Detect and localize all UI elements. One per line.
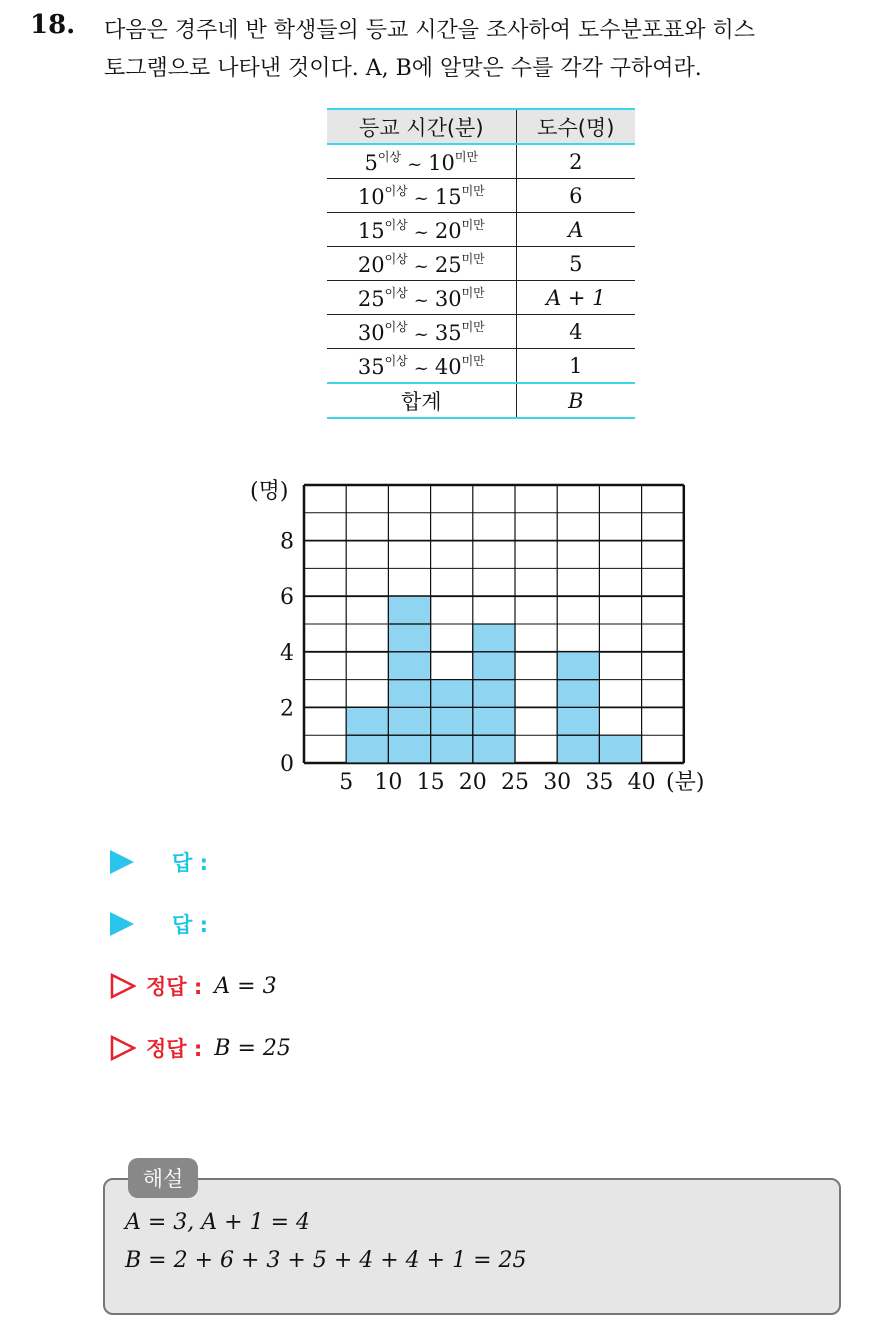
frequency-cell: 2 bbox=[516, 144, 635, 179]
tilde: ~ bbox=[413, 188, 429, 209]
interval-from: 30 bbox=[357, 321, 385, 345]
tilde: ~ bbox=[413, 358, 429, 379]
correct-answer-label: 정답 : bbox=[146, 975, 203, 999]
interval-to: 10 bbox=[428, 151, 455, 175]
class-interval bbox=[327, 179, 516, 213]
header-time: 등교 시간(분) bbox=[327, 109, 516, 144]
table-row bbox=[327, 247, 635, 281]
tilde: ~ bbox=[413, 324, 429, 345]
y-tick-label: 0 bbox=[280, 752, 294, 777]
header-frequency: 도수(명) bbox=[516, 109, 635, 144]
lower-suffix: 이상 bbox=[384, 252, 408, 266]
tilde: ~ bbox=[407, 154, 423, 175]
answer-row-1 bbox=[110, 842, 208, 882]
upper-suffix: 미만 bbox=[454, 150, 479, 164]
interval-to: 30 bbox=[434, 287, 462, 311]
x-tick-label: 30 bbox=[543, 770, 572, 795]
x-tick-label: 15 bbox=[416, 770, 445, 795]
interval-to: 35 bbox=[434, 321, 462, 345]
histogram-bars bbox=[346, 596, 641, 763]
upper-suffix: 미만 bbox=[461, 354, 485, 368]
frequency-cell: 5 bbox=[516, 247, 635, 281]
x-tick-label: 5 bbox=[339, 770, 354, 795]
tilde: ~ bbox=[413, 256, 429, 277]
triangle-outline-icon bbox=[110, 973, 136, 999]
interval-to: 40 bbox=[434, 355, 462, 379]
table-row bbox=[327, 281, 635, 315]
answer-label: 답 : bbox=[172, 913, 208, 937]
frequency-cell: 4 bbox=[516, 315, 635, 349]
class-interval bbox=[327, 281, 516, 315]
class-interval bbox=[327, 315, 516, 349]
correct-answer-row-2 bbox=[110, 1028, 291, 1068]
tilde: ~ bbox=[413, 222, 429, 243]
interval-from: 20 bbox=[357, 253, 385, 277]
lower-suffix: 이상 bbox=[384, 218, 408, 232]
interval-from: 15 bbox=[357, 219, 385, 243]
histogram-bar bbox=[473, 624, 515, 763]
triangle-play-icon bbox=[110, 912, 134, 936]
question-line-1: 다음은 경주네 반 학생들의 등교 시간을 조사하여 도수분포표와 히스 bbox=[104, 18, 756, 43]
histogram bbox=[230, 470, 730, 810]
lower-suffix: 이상 bbox=[377, 150, 402, 164]
class-interval bbox=[327, 349, 516, 384]
total-value: B bbox=[516, 383, 635, 418]
class-interval bbox=[327, 144, 516, 179]
frequency-cell: A + 1 bbox=[516, 281, 635, 315]
correct-answer-value: B = 25 bbox=[214, 1035, 291, 1061]
interval-to: 15 bbox=[434, 185, 462, 209]
table-row bbox=[327, 144, 635, 179]
table-header-row bbox=[327, 109, 635, 144]
histogram-bar bbox=[431, 680, 473, 763]
y-axis-label: (명) bbox=[250, 479, 289, 504]
interval-from: 25 bbox=[357, 287, 385, 311]
table-row bbox=[327, 179, 635, 213]
y-tick-label: 8 bbox=[280, 529, 294, 555]
lower-suffix: 이상 bbox=[384, 354, 408, 368]
interval-from: 5 bbox=[364, 151, 378, 175]
table-row bbox=[327, 315, 635, 349]
upper-suffix: 미만 bbox=[461, 184, 485, 198]
lower-suffix: 이상 bbox=[384, 286, 408, 300]
class-interval bbox=[327, 247, 516, 281]
interval-to: 25 bbox=[434, 253, 462, 277]
interval-from: 10 bbox=[357, 185, 385, 209]
explanation-box bbox=[103, 1178, 841, 1315]
tilde: ~ bbox=[413, 290, 429, 311]
triangle-play-icon bbox=[110, 850, 134, 874]
explanation-line-2: B = 2 + 6 + 3 + 5 + 4 + 4 + 1 = 25 bbox=[125, 1248, 527, 1273]
upper-suffix: 미만 bbox=[461, 252, 485, 266]
correct-answer-value: A = 3 bbox=[214, 973, 277, 999]
table-total-row bbox=[327, 383, 635, 418]
y-tick-label: 4 bbox=[280, 640, 294, 666]
table-row bbox=[327, 213, 635, 247]
frequency-cell: A bbox=[516, 213, 635, 247]
lower-suffix: 이상 bbox=[384, 320, 408, 334]
upper-suffix: 미만 bbox=[461, 320, 485, 334]
frequency-cell: 1 bbox=[516, 349, 635, 384]
x-axis-label: (분) bbox=[666, 770, 705, 795]
question-line-2: 토그램으로 나타낸 것이다. A, B에 알맞은 수를 각각 구하여라. bbox=[104, 56, 702, 81]
question-number: 18. bbox=[30, 10, 76, 40]
frequency-cell: 6 bbox=[516, 179, 635, 213]
x-tick-label: 25 bbox=[501, 770, 529, 795]
total-label: 합계 bbox=[327, 383, 516, 418]
histogram-bar bbox=[599, 735, 641, 763]
interval-from: 35 bbox=[357, 355, 385, 379]
upper-suffix: 미만 bbox=[461, 218, 485, 232]
correct-answer-label: 정답 : bbox=[146, 1037, 203, 1061]
x-tick-label: 20 bbox=[458, 770, 487, 795]
frequency-table bbox=[327, 108, 635, 419]
answer-label: 답 : bbox=[172, 851, 208, 875]
interval-to: 20 bbox=[434, 219, 462, 243]
upper-suffix: 미만 bbox=[461, 286, 485, 300]
triangle-outline-icon bbox=[110, 1035, 136, 1061]
y-tick-label: 2 bbox=[280, 696, 294, 722]
correct-answer-row-1 bbox=[110, 966, 277, 1006]
table-row bbox=[327, 349, 635, 384]
answer-row-2 bbox=[110, 904, 208, 944]
explanation-tag: 해설 bbox=[128, 1158, 198, 1198]
x-tick-label: 40 bbox=[627, 770, 656, 795]
class-interval bbox=[327, 213, 516, 247]
x-tick-label: 10 bbox=[374, 770, 403, 795]
explanation-line-1: A = 3, A + 1 = 4 bbox=[125, 1210, 311, 1235]
question-text bbox=[104, 12, 864, 88]
x-tick-label: 35 bbox=[585, 770, 614, 795]
lower-suffix: 이상 bbox=[384, 184, 408, 198]
y-tick-label: 6 bbox=[280, 585, 294, 611]
